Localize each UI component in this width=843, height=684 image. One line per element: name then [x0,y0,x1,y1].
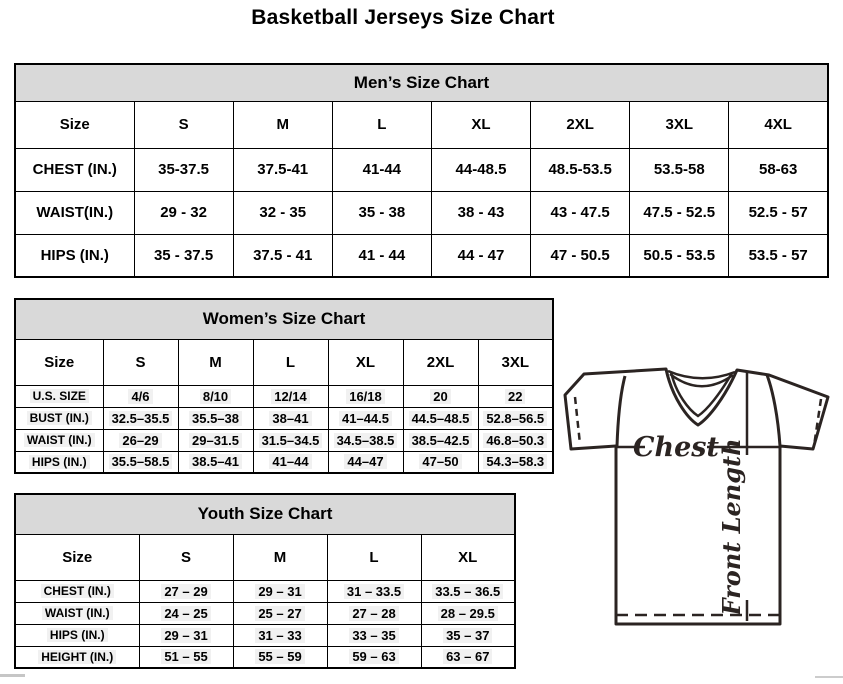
women-s-size-chart-header: Women’s Size Chart [15,299,553,339]
size-value-cell: 35 - 37.5 [134,234,233,277]
size-value-cell: 46.8–50.3 [478,429,553,451]
size-value-cell: 38 - 43 [431,191,530,234]
size-value-cell: 33 – 35 [327,624,421,646]
size-value-cell: 41–44.5 [328,407,403,429]
size-value-cell: 29 - 32 [134,191,233,234]
size-value-cell: 52.8–56.5 [478,407,553,429]
size-value-cell: 38.5–41 [178,451,253,473]
size-value-cell: 55 – 59 [233,646,327,668]
col-header-m: M [178,339,253,385]
left-sleeve-dashed-hem [575,397,580,444]
size-value-cell: 35.5–58.5 [103,451,178,473]
men-s-size-chart-header: Men’s Size Chart [15,64,828,101]
size-value-cell: 44.5–48.5 [403,407,478,429]
col-header-4xl: 4XL [729,101,828,148]
page-title: Basketball Jerseys Size Chart [251,6,555,29]
size-value-cell: 41–44 [253,451,328,473]
col-header-size: Size [15,101,134,148]
row-label-chest-in: CHEST (IN.) [15,580,139,602]
size-value-cell: 47 - 50.5 [531,234,630,277]
right-armhole-seam [767,375,780,446]
size-value-cell: 22 [478,385,553,407]
mens-size-chart-table [14,63,829,278]
chest-label: Chest [633,432,719,463]
size-value-cell: 12/14 [253,385,328,407]
size-value-cell: 44–47 [328,451,403,473]
row-label-waist-in: WAIST(IN.) [15,191,134,234]
size-value-cell: 29 – 31 [233,580,327,602]
row-label-hips-in: HIPS (IN.) [15,451,103,473]
size-value-cell: 27 – 28 [327,602,421,624]
size-value-cell: 50.5 - 53.5 [630,234,729,277]
col-header-s: S [134,101,233,148]
size-value-cell: 52.5 - 57 [729,191,828,234]
size-value-cell: 51 – 55 [139,646,233,668]
col-header-size: Size [15,534,139,580]
size-value-cell: 38.5–42.5 [403,429,478,451]
front-length-label: Front Length [717,438,746,616]
size-value-cell: 25 – 27 [233,602,327,624]
left-armhole-seam [617,376,625,446]
col-header-m: M [233,101,332,148]
youth-size-chart-header: Youth Size Chart [15,494,515,534]
jersey-diagram-svg [555,355,843,679]
size-value-cell: 43 - 47.5 [531,191,630,234]
col-header-s: S [139,534,233,580]
size-value-cell: 44-48.5 [431,148,530,191]
col-header-3xl: 3XL [478,339,553,385]
col-header-m: M [233,534,327,580]
col-header-l: L [327,534,421,580]
size-value-cell: 47.5 - 52.5 [630,191,729,234]
col-header-2xl: 2XL [531,101,630,148]
row-label-waist-in: WAIST (IN.) [15,429,103,451]
size-value-cell: 32 - 35 [233,191,332,234]
size-value-cell: 37.5-41 [233,148,332,191]
col-header-xl: XL [421,534,515,580]
scrollbar-fragment-bottom-left [0,674,25,677]
size-value-cell: 48.5-53.5 [531,148,630,191]
youth-size-chart-table [14,493,516,669]
size-value-cell: 35-37.5 [134,148,233,191]
scrollbar-fragment-bottom-right [815,676,843,678]
jersey-measurement-diagram [555,355,843,679]
size-value-cell: 53.5 - 57 [729,234,828,277]
size-value-cell: 29–31.5 [178,429,253,451]
col-header-xl: XL [328,339,403,385]
size-value-cell: 31.5–34.5 [253,429,328,451]
size-value-cell: 35 – 37 [421,624,515,646]
size-value-cell: 16/18 [328,385,403,407]
size-value-cell: 20 [403,385,478,407]
size-value-cell: 44 - 47 [431,234,530,277]
size-value-cell: 53.5-58 [630,148,729,191]
size-value-cell: 38–41 [253,407,328,429]
size-value-cell: 37.5 - 41 [233,234,332,277]
row-label-waist-in: WAIST (IN.) [15,602,139,624]
size-value-cell: 31 – 33.5 [327,580,421,602]
size-value-cell: 58-63 [729,148,828,191]
col-header-3xl: 3XL [630,101,729,148]
size-value-cell: 28 – 29.5 [421,602,515,624]
size-value-cell: 35.5–38 [178,407,253,429]
jersey-outline [565,369,828,624]
size-value-cell: 59 – 63 [327,646,421,668]
size-value-cell: 41 - 44 [332,234,431,277]
row-label-chest-in: CHEST (IN.) [15,148,134,191]
size-value-cell: 32.5–35.5 [103,407,178,429]
col-header-l: L [253,339,328,385]
col-header-s: S [103,339,178,385]
size-value-cell: 34.5–38.5 [328,429,403,451]
size-value-cell: 24 – 25 [139,602,233,624]
collar-back-arc-outer [668,371,735,378]
size-value-cell: 26–29 [103,429,178,451]
womens-size-chart-table [14,298,554,474]
size-value-cell: 8/10 [178,385,253,407]
row-label-bust-in: BUST (IN.) [15,407,103,429]
row-label-hips-in: HIPS (IN.) [15,234,134,277]
size-value-cell: 54.3–58.3 [478,451,553,473]
size-value-cell: 27 – 29 [139,580,233,602]
size-value-cell: 47–50 [403,451,478,473]
size-value-cell: 33.5 – 36.5 [421,580,515,602]
col-header-l: L [332,101,431,148]
col-header-size: Size [15,339,103,385]
col-header-2xl: 2XL [403,339,478,385]
row-label-height-in: HEIGHT (IN.) [15,646,139,668]
size-value-cell: 41-44 [332,148,431,191]
size-value-cell: 4/6 [103,385,178,407]
size-value-cell: 35 - 38 [332,191,431,234]
row-label-hips-in: HIPS (IN.) [15,624,139,646]
col-header-xl: XL [431,101,530,148]
size-value-cell: 63 – 67 [421,646,515,668]
row-label-u-s-size: U.S. SIZE [15,385,103,407]
size-value-cell: 31 – 33 [233,624,327,646]
size-value-cell: 29 – 31 [139,624,233,646]
